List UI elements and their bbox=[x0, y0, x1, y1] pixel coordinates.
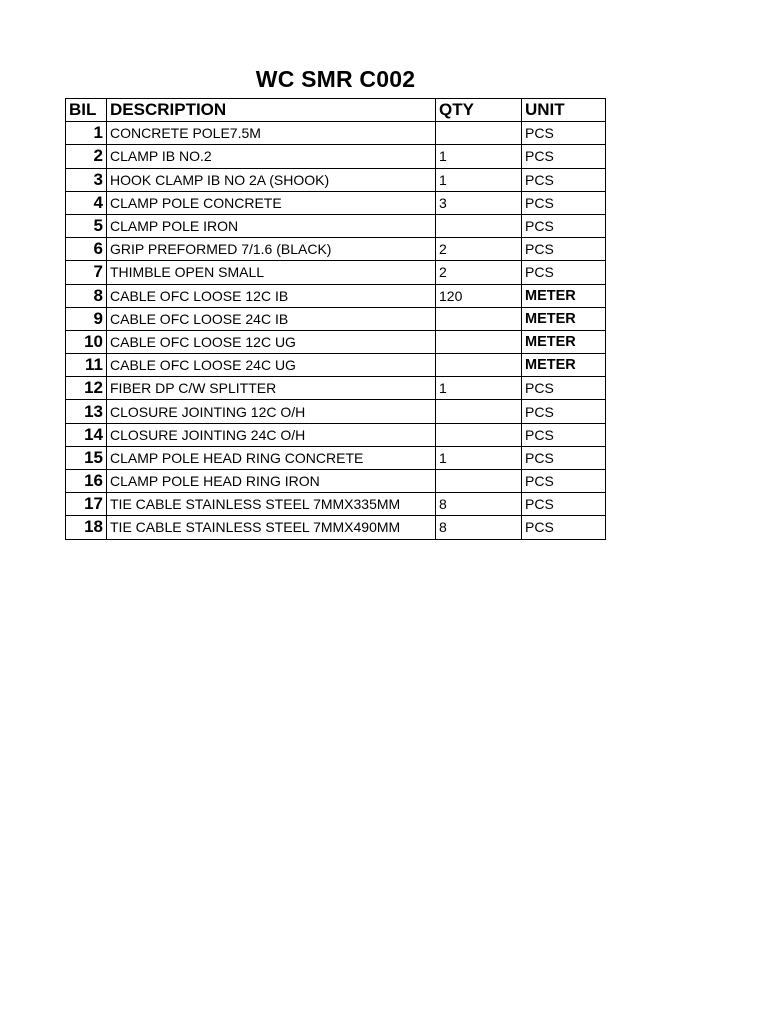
cell-qty bbox=[436, 400, 522, 423]
cell-unit: PCS bbox=[522, 470, 606, 493]
table-row bbox=[66, 493, 606, 516]
cell-qty: 8 bbox=[436, 516, 522, 539]
header-bil: BIL bbox=[66, 99, 107, 122]
cell-bil: 7 bbox=[66, 261, 107, 284]
cell-bil: 18 bbox=[66, 516, 107, 539]
cell-bil: 2 bbox=[66, 145, 107, 168]
cell-description: CABLE OFC LOOSE 12C IB bbox=[107, 284, 436, 307]
table-row bbox=[66, 214, 606, 237]
table-row bbox=[66, 284, 606, 307]
table-row bbox=[66, 145, 606, 168]
cell-unit: METER bbox=[522, 307, 606, 330]
table-body bbox=[66, 122, 606, 539]
table-row bbox=[66, 191, 606, 214]
cell-description: CLAMP POLE HEAD RING IRON bbox=[107, 470, 436, 493]
cell-description: CLAMP POLE CONCRETE bbox=[107, 191, 436, 214]
cell-unit: PCS bbox=[522, 261, 606, 284]
cell-qty bbox=[436, 214, 522, 237]
table-row bbox=[66, 516, 606, 539]
cell-bil: 17 bbox=[66, 493, 107, 516]
cell-bil: 11 bbox=[66, 354, 107, 377]
cell-description: CLOSURE JOINTING 12C O/H bbox=[107, 400, 436, 423]
document-title: WC SMR C002 bbox=[255, 66, 416, 92]
cell-unit: PCS bbox=[522, 400, 606, 423]
cell-qty bbox=[436, 354, 522, 377]
cell-qty: 1 bbox=[436, 377, 522, 400]
header-unit: UNIT bbox=[522, 99, 606, 122]
cell-bil: 13 bbox=[66, 400, 107, 423]
cell-qty: 1 bbox=[436, 145, 522, 168]
cell-qty: 120 bbox=[436, 284, 522, 307]
cell-unit: PCS bbox=[522, 168, 606, 191]
cell-description: GRIP PREFORMED 7/1.6 (BLACK) bbox=[107, 238, 436, 261]
cell-description: CONCRETE POLE7.5M bbox=[107, 122, 436, 145]
cell-bil: 1 bbox=[66, 122, 107, 145]
cell-qty bbox=[436, 423, 522, 446]
cell-unit: PCS bbox=[522, 493, 606, 516]
cell-bil: 9 bbox=[66, 307, 107, 330]
table-row bbox=[66, 330, 606, 353]
cell-description: CLAMP POLE HEAD RING CONCRETE bbox=[107, 446, 436, 469]
cell-bil: 8 bbox=[66, 284, 107, 307]
cell-description: HOOK CLAMP IB NO 2A (SHOOK) bbox=[107, 168, 436, 191]
cell-bil: 5 bbox=[66, 214, 107, 237]
cell-unit: METER bbox=[522, 354, 606, 377]
cell-unit: PCS bbox=[522, 145, 606, 168]
cell-description: CABLE OFC LOOSE 24C UG bbox=[107, 354, 436, 377]
cell-unit: PCS bbox=[522, 423, 606, 446]
cell-unit: METER bbox=[522, 330, 606, 353]
cell-bil: 14 bbox=[66, 423, 107, 446]
cell-qty: 2 bbox=[436, 261, 522, 284]
cell-description: CLAMP IB NO.2 bbox=[107, 145, 436, 168]
cell-qty: 1 bbox=[436, 446, 522, 469]
cell-qty: 2 bbox=[436, 238, 522, 261]
cell-unit: PCS bbox=[522, 214, 606, 237]
cell-qty bbox=[436, 307, 522, 330]
table-row bbox=[66, 354, 606, 377]
cell-description: FIBER DP C/W SPLITTER bbox=[107, 377, 436, 400]
cell-description: TIE CABLE STAINLESS STEEL 7MMX335MM bbox=[107, 493, 436, 516]
table-row bbox=[66, 122, 606, 145]
cell-unit: PCS bbox=[522, 446, 606, 469]
table-row bbox=[66, 307, 606, 330]
cell-unit: PCS bbox=[522, 377, 606, 400]
cell-bil: 16 bbox=[66, 470, 107, 493]
cell-qty: 1 bbox=[436, 168, 522, 191]
header-description: DESCRIPTION bbox=[107, 99, 436, 122]
cell-qty bbox=[436, 470, 522, 493]
cell-description: THIMBLE OPEN SMALL bbox=[107, 261, 436, 284]
cell-qty bbox=[436, 122, 522, 145]
table-row bbox=[66, 377, 606, 400]
header-qty: QTY bbox=[436, 99, 522, 122]
table-row bbox=[66, 400, 606, 423]
cell-description: CLOSURE JOINTING 24C O/H bbox=[107, 423, 436, 446]
table-row bbox=[66, 446, 606, 469]
cell-bil: 3 bbox=[66, 168, 107, 191]
cell-description: TIE CABLE STAINLESS STEEL 7MMX490MM bbox=[107, 516, 436, 539]
cell-unit: PCS bbox=[522, 238, 606, 261]
cell-unit: PCS bbox=[522, 191, 606, 214]
table-row bbox=[66, 470, 606, 493]
cell-qty: 8 bbox=[436, 493, 522, 516]
cell-unit: PCS bbox=[522, 516, 606, 539]
table-row bbox=[66, 238, 606, 261]
cell-description: CABLE OFC LOOSE 24C IB bbox=[107, 307, 436, 330]
cell-bil: 12 bbox=[66, 377, 107, 400]
cell-unit: METER bbox=[522, 284, 606, 307]
table-row bbox=[66, 168, 606, 191]
cell-qty: 3 bbox=[436, 191, 522, 214]
cell-unit: PCS bbox=[522, 122, 606, 145]
bill-of-materials-table bbox=[65, 98, 606, 540]
table-row bbox=[66, 261, 606, 284]
cell-bil: 6 bbox=[66, 238, 107, 261]
cell-bil: 15 bbox=[66, 446, 107, 469]
cell-qty bbox=[436, 330, 522, 353]
table-row bbox=[66, 423, 606, 446]
cell-description: CABLE OFC LOOSE 12C UG bbox=[107, 330, 436, 353]
cell-bil: 4 bbox=[66, 191, 107, 214]
table-header-row bbox=[66, 99, 606, 122]
cell-description: CLAMP POLE IRON bbox=[107, 214, 436, 237]
cell-bil: 10 bbox=[66, 330, 107, 353]
